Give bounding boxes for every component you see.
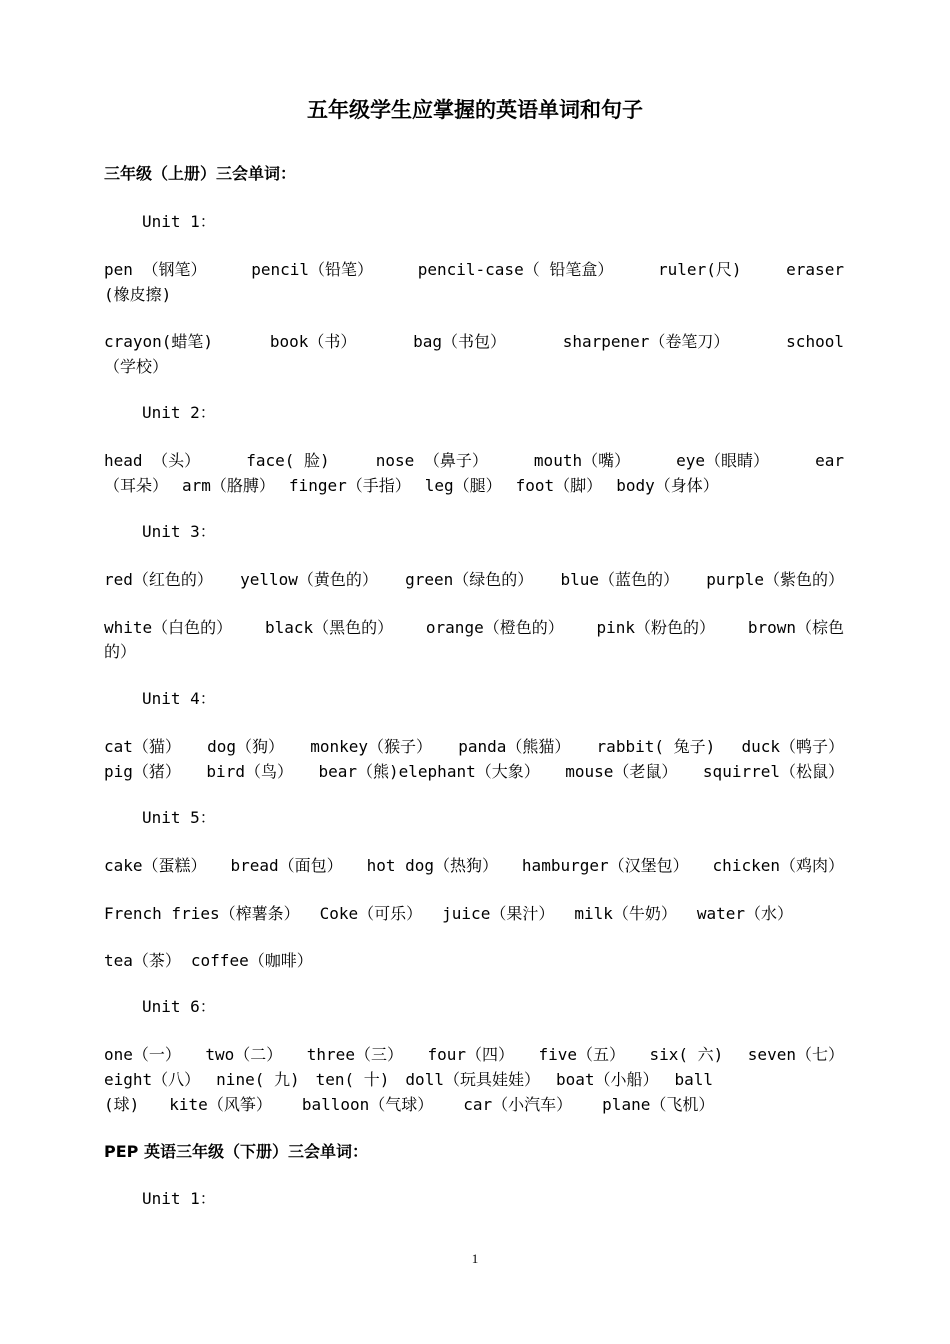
vocab-word: dog（狗） — [207, 737, 284, 756]
vocab-word: leg（腿） — [424, 476, 502, 495]
vocab-word: body（身体） — [616, 476, 719, 495]
vocab-word: pen （钢笔） — [104, 260, 207, 279]
vocab-word: Coke（可乐） — [319, 904, 423, 923]
vocab-word: school — [786, 332, 844, 351]
vocab-word: eraser — [786, 260, 844, 279]
vocab-word: black（黑色的） — [264, 618, 394, 637]
vocab-word: eight（八） — [104, 1070, 201, 1089]
vocab-word: bear（熊)elephant（大象） — [318, 762, 540, 781]
vocab-word: coffee（咖啡） — [190, 951, 313, 970]
vocab-word: blue（蓝色的） — [560, 570, 679, 589]
vocab-word: bread（面包） — [230, 856, 343, 875]
vocab-word: rabbit( 兔子) — [596, 737, 716, 756]
vocab-word: juice（果汁） — [442, 904, 555, 923]
vocab-word: (橡皮擦) — [104, 285, 172, 304]
vocab-word: foot（脚） — [515, 476, 603, 495]
vocab-word: (球) — [104, 1095, 140, 1114]
vocab-word: nose （鼻子） — [375, 451, 488, 470]
unit-label: Unit 5： — [142, 808, 216, 827]
section-heading: PEP 英语三年级（下册）三会单词： — [104, 1142, 368, 1161]
vocab-word: green（绿色的） — [405, 570, 534, 589]
vocab-word: plane（飞机） — [602, 1095, 715, 1114]
vocab-word: white（白色的） — [104, 618, 233, 637]
vocab-word: six( 六) — [649, 1045, 724, 1064]
vocab-word: purple（紫色的） — [706, 570, 844, 589]
vocab-word: cake（蛋糕） — [104, 856, 207, 875]
vocab-line — [104, 448, 844, 473]
page-number: 1 — [471, 1251, 479, 1266]
vocab-word: two（二） — [205, 1045, 283, 1064]
vocab-word: monkey（猴子） — [310, 737, 432, 756]
vocab-line — [104, 615, 844, 640]
vocab-word: cat（猫） — [104, 737, 181, 756]
vocab-line — [104, 354, 844, 379]
vocab-line — [104, 639, 844, 664]
vocab-line — [104, 1092, 844, 1117]
vocab-word: car（小汽车） — [463, 1095, 573, 1114]
vocab-word: panda（熊猫） — [458, 737, 571, 756]
vocab-word: eye（眼睛） — [676, 451, 770, 470]
vocab-line — [104, 1042, 844, 1067]
vocab-word: ear — [815, 451, 844, 470]
vocab-line — [104, 1067, 844, 1092]
vocab-word: arm（胳膊） — [182, 476, 275, 495]
vocab-word: hamburger（汉堡包） — [521, 856, 689, 875]
vocab-word: balloon（气球） — [301, 1095, 434, 1114]
vocab-line — [104, 329, 844, 354]
vocab-word: pink（粉色的） — [596, 618, 716, 637]
vocab-word: head （头） — [104, 451, 201, 470]
vocab-word: 的） — [104, 642, 137, 661]
section-heading: 三年级（上册）三会单词： — [104, 164, 297, 183]
vocab-word: five（五） — [538, 1045, 626, 1064]
vocab-word: pig（猪） — [104, 762, 181, 781]
vocab-word: seven（七） — [747, 1045, 844, 1064]
vocab-word: crayon(蜡笔) — [104, 332, 214, 351]
vocab-word: bag（书包） — [413, 332, 506, 351]
vocab-word: pencil-case（ 铅笔盒） — [417, 260, 614, 279]
vocab-word: hot dog（热狗） — [366, 856, 498, 875]
vocab-word: duck（鸭子） — [741, 737, 844, 756]
vocab-word: mouth（嘴） — [533, 451, 631, 470]
vocab-line — [104, 759, 844, 784]
vocab-word: orange（橙色的） — [425, 618, 564, 637]
vocab-word: nine( 九) — [216, 1070, 300, 1089]
vocab-word: mouse（老鼠） — [565, 762, 678, 781]
vocab-word: ruler(尺) — [658, 260, 742, 279]
vocab-word: （耳朵） — [104, 476, 169, 495]
vocab-line — [104, 567, 844, 592]
vocab-word: water（水） — [696, 904, 794, 923]
vocab-word: boat（小船） — [555, 1070, 659, 1089]
page-title: 五年级学生应掌握的英语单词和句子 — [307, 98, 643, 122]
vocab-word: finger（手指） — [288, 476, 411, 495]
vocab-line — [104, 901, 844, 926]
vocab-word: milk（牛奶） — [574, 904, 677, 923]
vocab-line — [104, 282, 844, 307]
vocab-word: doll（玩具娃娃） — [405, 1070, 540, 1089]
unit-label: Unit 1： — [142, 1189, 216, 1208]
vocab-word: bird（鸟） — [206, 762, 293, 781]
vocab-word: ball — [674, 1070, 714, 1089]
vocab-word: French fries（榨薯条） — [104, 904, 300, 923]
vocab-word: （学校） — [104, 357, 169, 376]
vocab-word: squirrel（松鼠） — [702, 762, 844, 781]
vocab-line — [104, 734, 844, 759]
vocab-word: brown（棕色 — [747, 618, 844, 637]
vocab-word: four（四） — [427, 1045, 514, 1064]
unit-label: Unit 4： — [142, 689, 216, 708]
unit-label: Unit 3： — [142, 522, 216, 541]
vocab-word: three（三） — [306, 1045, 403, 1064]
vocab-word: kite（风筝） — [169, 1095, 272, 1114]
unit-label: Unit 2： — [142, 403, 216, 422]
unit-label: Unit 6： — [142, 997, 216, 1016]
vocab-word: ten( 十) — [315, 1070, 390, 1089]
vocab-word: face( 脸) — [246, 451, 330, 470]
vocab-word: sharpener（卷笔刀） — [562, 332, 730, 351]
vocab-word: one（一） — [104, 1045, 181, 1064]
vocab-line — [104, 948, 844, 973]
vocab-line — [104, 473, 844, 498]
vocab-word: red（红色的） — [104, 570, 213, 589]
vocab-line — [104, 853, 844, 878]
vocab-word: tea（茶） — [104, 951, 181, 970]
vocab-word: book（书） — [269, 332, 357, 351]
vocab-word: yellow（黄色的） — [240, 570, 378, 589]
vocab-word: pencil（铅笔） — [251, 260, 374, 279]
unit-label: Unit 1： — [142, 212, 216, 231]
vocab-line — [104, 257, 844, 282]
vocab-word: chicken（鸡肉） — [712, 856, 844, 875]
